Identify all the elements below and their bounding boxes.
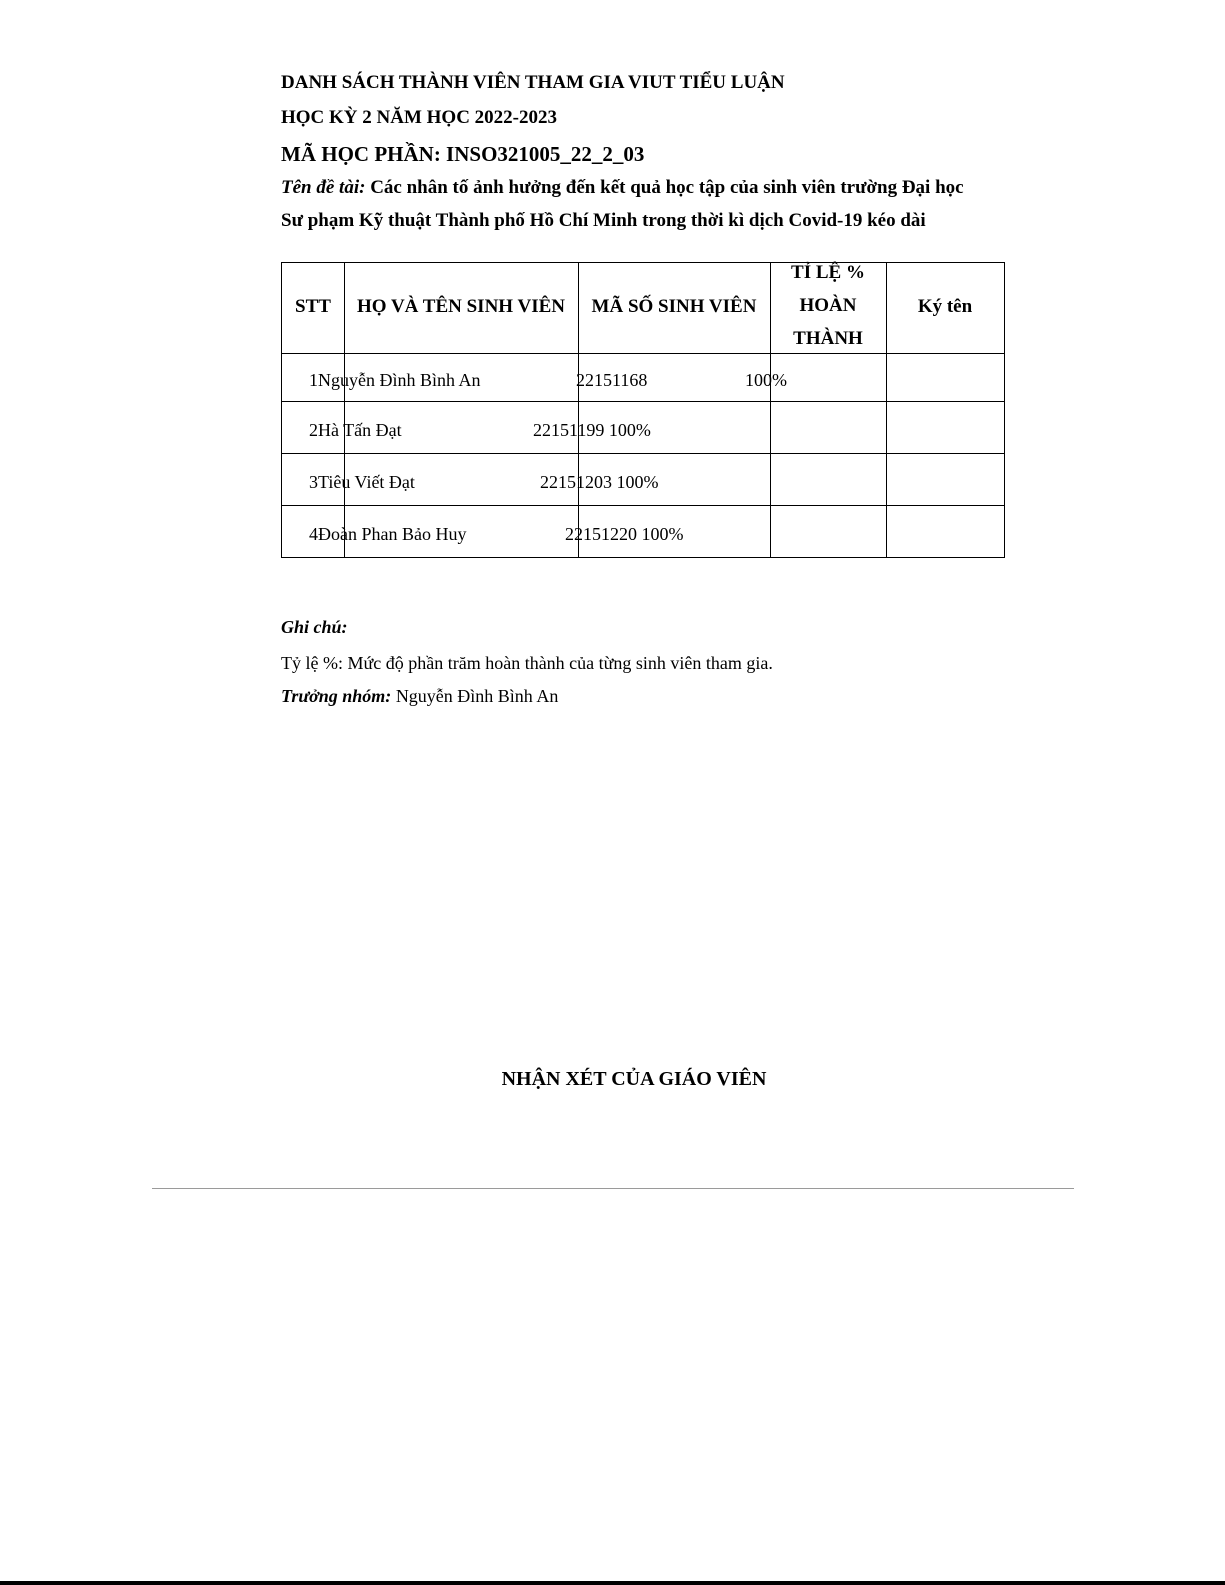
row-name: Đoàn Phan Bảo Huy <box>318 524 467 544</box>
row-rate: 100% <box>745 370 787 390</box>
members-table <box>281 262 1005 558</box>
leader-line <box>281 686 558 707</box>
topic-label: Tên đề tài: <box>281 177 366 198</box>
row-rate: 100% <box>616 472 659 492</box>
row-id-rate <box>565 524 684 545</box>
row-student-id: 22151168 <box>576 370 648 390</box>
row-student-id: 22151203 <box>540 472 612 492</box>
row-stt: 2 <box>309 420 318 440</box>
row-name: Nguyễn Đình Bình An <box>318 370 481 390</box>
topic-text-1: Các nhân tố ảnh hưởng đến kết quả học tập của sinh viên trường Đại học <box>370 177 964 198</box>
row-divider <box>282 353 1004 354</box>
table-row-2 <box>309 420 402 441</box>
course-code: MÃ HỌC PHẦN: INSO321005_22_2_03 <box>281 142 645 166</box>
row-stt: 3 <box>309 472 318 492</box>
table-row-3 <box>309 472 415 493</box>
header-student-id: MÃ SỐ SINH VIÊN <box>591 296 757 317</box>
semester-line: HỌC KỲ 2 NĂM HỌC 2022-2023 <box>281 107 558 128</box>
row-student-id: 22151199 <box>533 420 605 440</box>
header-name: HỌ VÀ TÊN SINH VIÊN <box>356 296 565 317</box>
header-stt: STT <box>295 296 331 317</box>
row-name: Tiêu Viết Đạt <box>318 472 415 492</box>
page-bottom-border <box>0 1581 1225 1585</box>
header-rate-line-2: HOÀN <box>799 295 857 316</box>
row-rate: 100% <box>608 420 651 440</box>
table-row-4 <box>309 524 466 545</box>
topic-line-2: Sư phạm Kỹ thuật Thành phố Hồ Chí Minh trong thời kì dịch Covid-19 kéo dài <box>281 210 926 231</box>
header-sign: Ký tên <box>917 296 973 317</box>
row-stt: 1 <box>309 370 318 390</box>
row-name: Hà Tấn Đạt <box>318 420 402 440</box>
row-divider <box>282 505 1004 506</box>
header-rate-line-3: THÀNH <box>793 328 863 349</box>
note-label: Ghi chú: <box>281 617 348 637</box>
row-student-id: 22151220 <box>565 524 637 544</box>
row-id-rate <box>533 420 651 441</box>
table-row-1 <box>309 370 481 391</box>
row-divider <box>282 401 1004 402</box>
row-divider <box>282 453 1004 454</box>
row-stt: 4 <box>309 524 318 544</box>
topic-line-1 <box>281 177 964 199</box>
leader-label: Trưởng nhóm: <box>281 686 392 706</box>
header-rate <box>770 256 886 355</box>
leader-name: Nguyễn Đình Bình An <box>395 686 559 706</box>
note-rate-description: Tỷ lệ %: Mức độ phần trăm hoàn thành của từng sinh viên tham gia. <box>281 653 773 673</box>
doc-title: DANH SÁCH THÀNH VIÊN THAM GIA VIUT TIỂU LUẬN <box>281 72 785 93</box>
page-separator <box>152 1188 1074 1189</box>
row-id-rate <box>540 472 659 493</box>
header-rate-line-1: TỈ LỆ % <box>791 262 865 283</box>
teacher-comments-title: NHẬN XÉT CỦA GIÁO VIÊN <box>501 1068 767 1090</box>
row-rate: 100% <box>641 524 684 544</box>
